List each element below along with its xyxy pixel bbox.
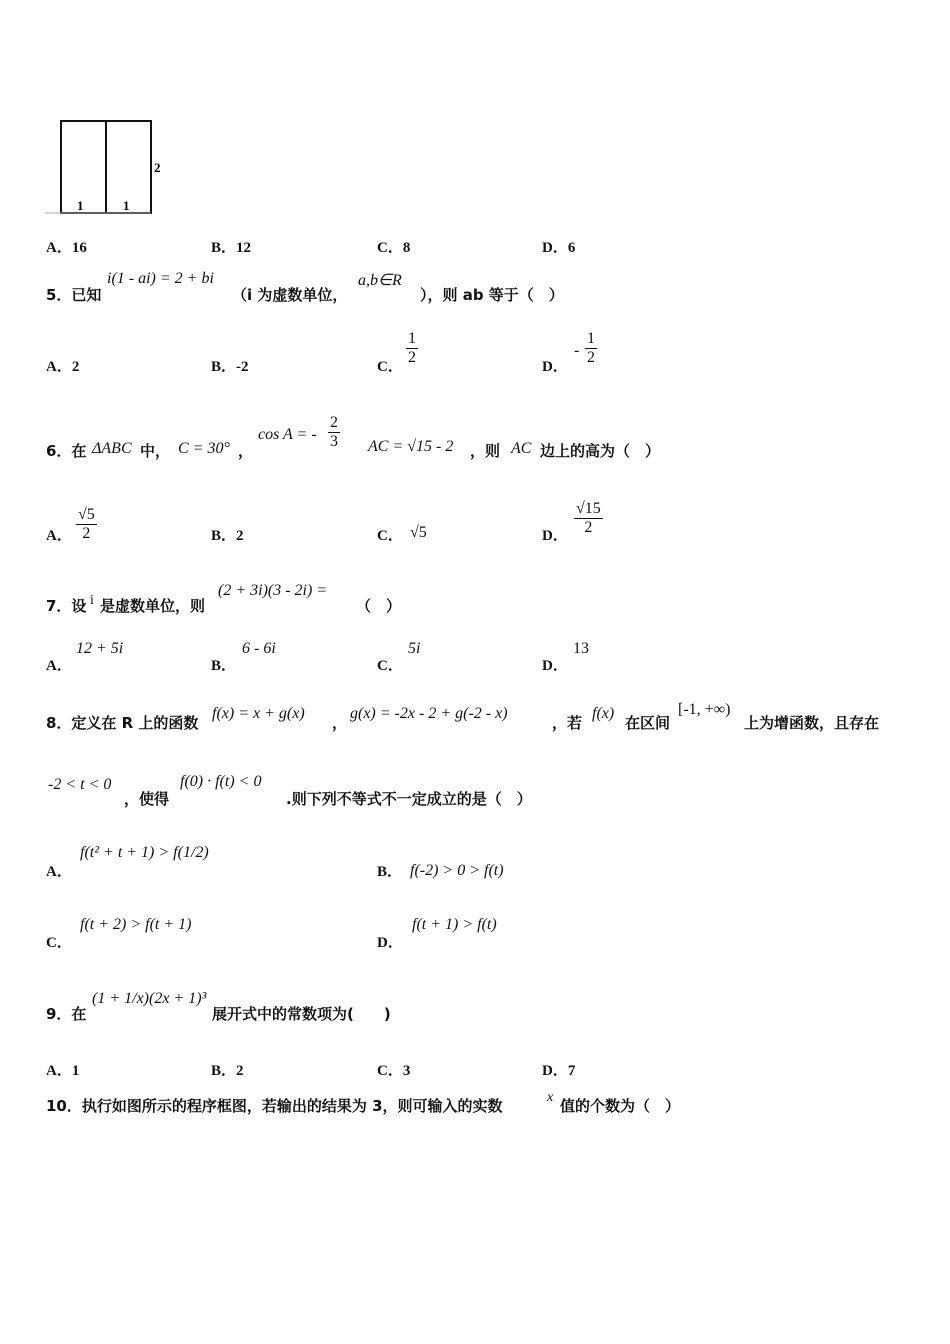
q8-option-b-value: f(-2) > 0 > f(t)	[410, 862, 504, 879]
q5-set: a,b∈R	[358, 272, 402, 289]
dim-right: 1	[123, 198, 130, 213]
q6-triangle: ΔABC	[92, 440, 132, 457]
q8-t-range: -2 < t < 0	[48, 776, 112, 793]
q6-option-d-fraction: $\frac{√15}{2}$	[576, 500, 601, 536]
q9-option-b: B．2	[211, 1063, 244, 1079]
q5-option-d-sign: -	[574, 342, 580, 359]
q5-mid: （i 为虚数单位，	[232, 286, 348, 304]
q9-expression: (1 + 1/x)(2x + 1)³	[92, 990, 207, 1007]
q9-option-d: D．7	[542, 1063, 576, 1079]
q8-f-definition: f(x) = x + g(x)	[212, 705, 305, 722]
q8-tail1: 上为增函数，且存在	[744, 714, 880, 732]
q8-option-a-value: f(t² + t + 1) > f(1/2)	[80, 844, 209, 861]
q6-ac: AC	[511, 440, 532, 457]
q5-option-b: B．-2	[211, 359, 249, 375]
q7-option-b-value: 6 - 6i	[242, 640, 276, 657]
q7-option-c: C．	[377, 658, 403, 674]
q8-fx: f(x)	[592, 705, 615, 722]
q10-text: 10．执行如图所示的程序框图，若输出的结果为 3，则可输入的实数	[46, 1097, 503, 1115]
q5-equation: i(1 - ai) = 2 + bi	[107, 270, 214, 287]
q8-option-b: B．	[377, 864, 403, 880]
q6-cos-fraction: $\frac{2}{3}$	[330, 414, 338, 450]
q6-ze: ，则	[470, 442, 501, 460]
q8-interval: [-1, +∞)	[678, 701, 731, 718]
q5-option-a: A．2	[46, 359, 80, 375]
q6-option-c: C．	[377, 528, 403, 544]
q7-mid: 是虚数单位，则	[100, 597, 206, 615]
three-view-figure	[40, 112, 180, 222]
q8-number: 8．定义在 R 上的函数	[46, 714, 199, 732]
q6-option-a-fraction: $\frac{√5}{2}$	[78, 506, 95, 542]
q8-option-d-value: f(t + 1) > f(t)	[412, 916, 497, 933]
q8-ruo: ，若	[552, 714, 583, 732]
q10-tail: 值的个数为（ ）	[560, 1097, 681, 1115]
q8-qujian: 在区间	[625, 714, 671, 732]
q7-option-a-value: 12 + 5i	[76, 640, 124, 657]
q7-option-d-value: 13	[573, 640, 589, 657]
q8-option-c: C．	[46, 935, 72, 951]
q6-option-b: B．2	[211, 528, 244, 544]
q10-x: x	[547, 1090, 554, 1105]
q9-number: 9．在	[46, 1005, 87, 1023]
q7-equation: (2 + 3i)(3 - 2i) =	[218, 582, 328, 599]
q4-option-c: C．8	[377, 240, 411, 256]
q5-number: 5．已知	[46, 286, 102, 304]
q4-option-d: D．6	[542, 240, 576, 256]
q5-option-c-fraction: $\frac{1}{2}$	[408, 330, 416, 366]
q6-comma: ，	[238, 442, 254, 460]
q9-option-a: A．1	[46, 1063, 80, 1079]
q6-option-d: D．	[542, 528, 568, 544]
q4-option-a: A．16	[46, 240, 87, 256]
q8-option-a: A．	[46, 864, 72, 880]
q7-option-d: D．	[542, 658, 568, 674]
q8-shide: ，使得	[124, 790, 170, 808]
q6-ac-value: AC = √15 - 2	[368, 438, 454, 455]
q5-tail: ），则 ab 等于（ ）	[420, 286, 564, 304]
q4-option-b: B．12	[211, 240, 252, 256]
q7-option-c-value: 5i	[408, 640, 421, 657]
q8-option-d: D．	[377, 935, 403, 951]
q8-g-definition: g(x) = -2x - 2 + g(-2 - x)	[350, 705, 508, 722]
dim-height: 2	[154, 160, 161, 175]
q5-option-c: C．	[377, 359, 403, 375]
q6-option-a: A．	[46, 528, 72, 544]
q8-tail2: .则下列不等式不一定成立的是（ ）	[286, 790, 532, 808]
q6-number: 6．在	[46, 442, 87, 460]
dim-left: 1	[77, 198, 84, 213]
q7-i: i	[90, 593, 94, 608]
q6-tail: 边上的高为（ ）	[540, 442, 661, 460]
q5-option-d: D．	[542, 359, 568, 375]
q7-tail: （ ）	[356, 597, 402, 615]
q8-option-c-value: f(t + 2) > f(t + 1)	[80, 916, 192, 933]
q7-option-b: B．	[211, 658, 237, 674]
q8-condition: f(0) · f(t) < 0	[180, 773, 262, 790]
q7-number: 7．设	[46, 597, 87, 615]
q6-angle: C = 30°	[178, 440, 230, 457]
q9-tail: 展开式中的常数项为( )	[212, 1005, 391, 1023]
q9-option-c: C．3	[377, 1063, 411, 1079]
q6-option-c-value: √5	[410, 524, 427, 541]
q6-cos: cos A = -	[258, 426, 317, 443]
q8-comma: ，	[332, 714, 348, 732]
q7-option-a: A．	[46, 658, 72, 674]
q5-option-d-fraction: $\frac{1}{2}$	[587, 330, 595, 366]
q6-zhong: 中，	[140, 442, 171, 460]
